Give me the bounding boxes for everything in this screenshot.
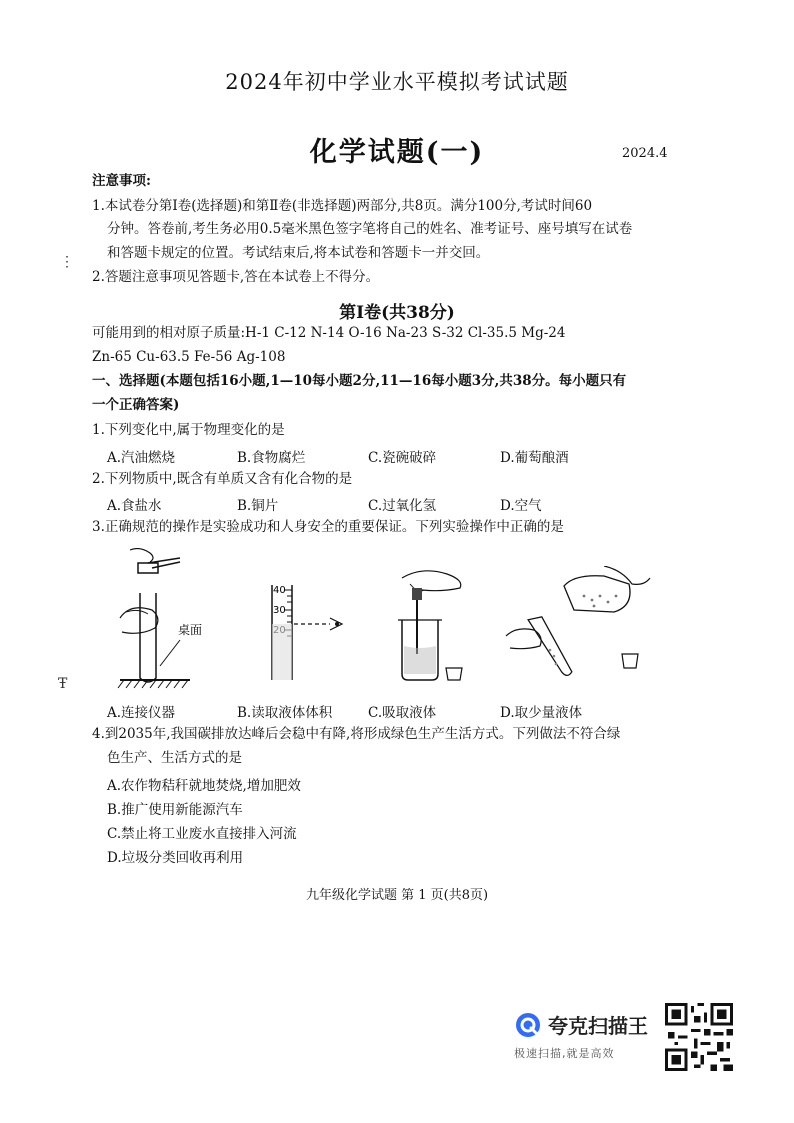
question-2-option-a[interactable]: A.食盐水 [107,498,162,514]
exam-date: 2024.4 [622,146,668,161]
cylinder-tick-30: 30 [273,605,286,616]
question-4-stem-line-1: 4.到2035年,我国碳排放达峰后会稳中有降,将形成绿色生产生活方式。下列做法不符合绿 [92,726,621,742]
question-3-option-d[interactable]: D.取少量液体 [500,705,583,721]
question-4-option-c[interactable]: C.禁止将工业废水直接排入河流 [107,826,297,842]
question-3-option-a[interactable]: A.连接仪器 [107,705,176,721]
part-heading-line-1: 一、选择题(本题包括16小题,1—10每小题2分,11—16每小题3分,共38分。每小题只有 [92,373,627,389]
notes-heading: 注意事项: [92,173,151,189]
figure-b-read-volume [262,580,358,690]
question-1-stem: 1.下列变化中,属于物理变化的是 [92,422,285,438]
notes-line-3: 和答题卡规定的位置。考试结束后,将本试卷和答题卡一并交回。 [107,245,490,261]
question-4-option-b[interactable]: B.推广使用新能源汽车 [107,802,243,818]
section-title: 第Ⅰ卷(共38分) [339,303,455,323]
notes-line-2: 分钟。答卷前,考生务必用0.5毫米黑色签字笔将自己的姓名、准考证号、座号填写在试卷 [107,221,633,237]
figure-c-draw-liquid [392,566,472,690]
question-2-option-b[interactable]: B.铜片 [237,498,279,514]
scanner-watermark [514,1010,648,1061]
scanner-brand: 夸克扫描王 [548,1014,648,1038]
cylinder-tick-40: 40 [273,585,286,596]
page-footer: 九年级化学试题 第 1 页(共8页) [305,888,489,903]
question-4-stem-line-2: 色生产、生活方式的是 [107,750,242,766]
atomic-masses-line-1: 可能用到的相对原子质量:H-1 C-12 N-14 O-16 Na-23 S-32 Cl-35.5 Mg-24 [92,325,566,341]
question-1-option-a[interactable]: A.汽油燃烧 [107,450,176,466]
question-3-stem: 3.正确规范的操作是实验成功和人身安全的重要保证。下列实验操作中正确的是 [92,519,564,535]
notes-line-1: 1.本试卷分第Ⅰ卷(选择题)和第Ⅱ卷(非选择题)两部分,共8页。满分100分,考试时间60 [92,198,593,214]
question-1-option-b[interactable]: B.食物腐烂 [237,450,306,466]
question-2-option-d[interactable]: D.空气 [500,498,542,514]
margin-mark-top: ⋮ [60,254,74,270]
question-1-option-d[interactable]: D.葡萄酿酒 [500,450,569,466]
question-3-option-b[interactable]: B.读取液体体积 [237,705,333,721]
margin-mark-bottom: Ŧ [58,676,68,692]
atomic-masses-line-2: Zn-65 Cu-63.5 Fe-56 Ag-108 [92,349,286,365]
scanner-logo-icon [514,1011,542,1039]
figure-d-pour-liquid [504,566,654,690]
desk-label: 桌面 [178,623,203,637]
question-2-option-c[interactable]: C.过氧化氢 [368,498,437,514]
question-4-option-d[interactable]: D.垃圾分类回收再利用 [107,850,244,866]
notes-line-4: 2.答题注意事项见答题卡,答在本试卷上不得分。 [92,269,380,285]
qr-code-icon[interactable] [665,1003,733,1071]
part-heading-line-2: 一个正确答案) [92,397,180,413]
subject-title: 化学试题(一) [309,137,485,168]
question-4-option-a[interactable]: A.农作物秸秆就地焚烧,增加肥效 [107,778,301,794]
question-2-stem: 2.下列物质中,既含有单质又含有化合物的是 [92,471,353,487]
figure-a-connect-instruments [100,548,210,690]
scanner-slogan: 极速扫描,就是高效 [514,1047,615,1060]
question-3-option-c[interactable]: C.吸取液体 [368,705,437,721]
exam-title: 2024年初中学业水平模拟考试试题 [225,70,569,94]
question-1-option-c[interactable]: C.瓷碗破碎 [368,450,437,466]
